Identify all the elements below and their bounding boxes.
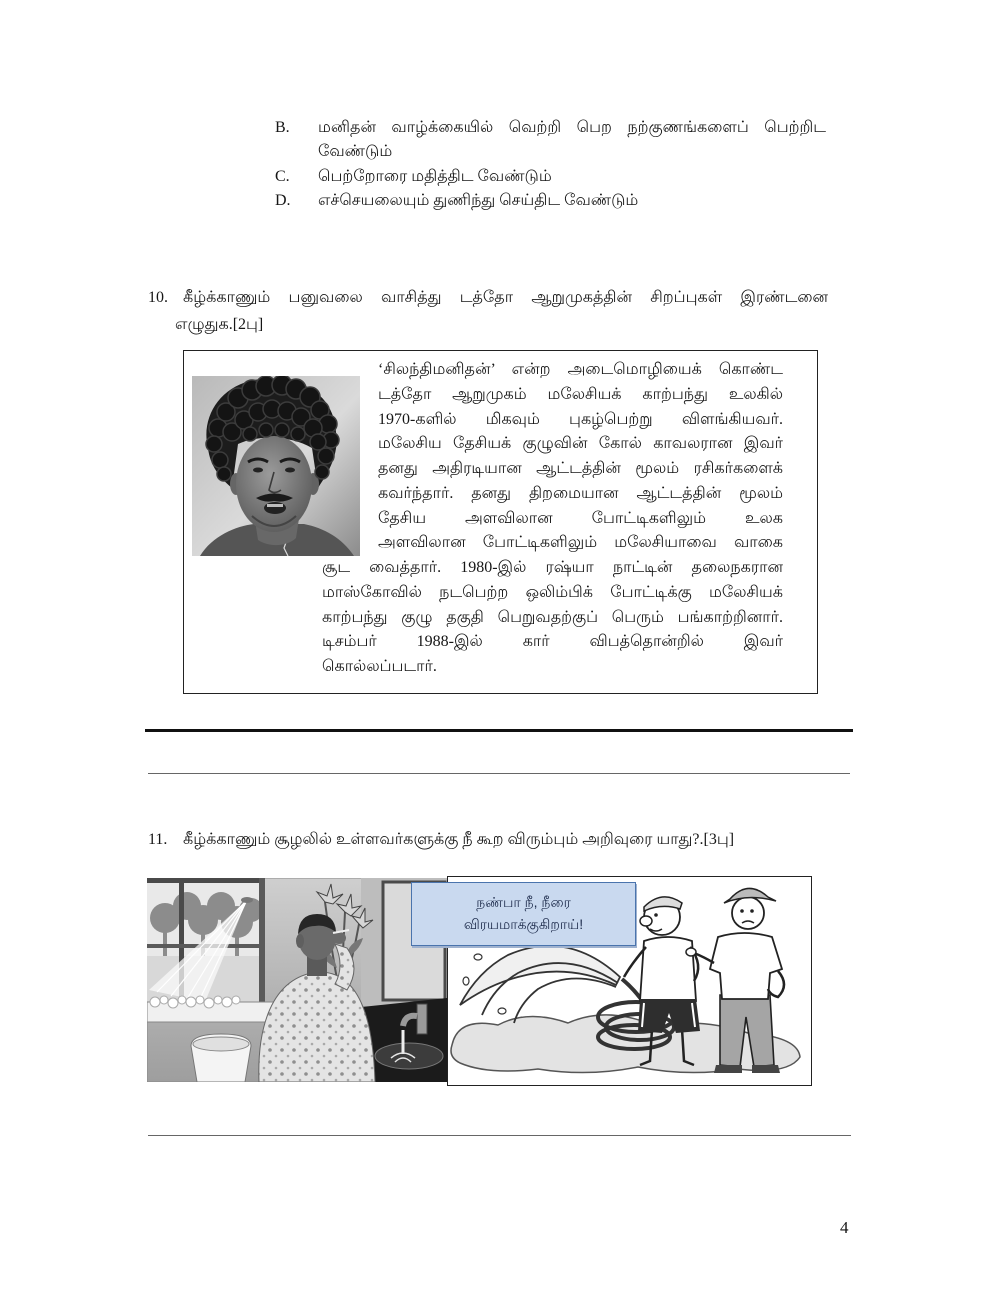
answer-line	[148, 1135, 851, 1136]
question-11-prompt: கீழ்க்காணும் சூழலில் உள்ளவர்களுக்கு நீ கூற விரும்பும் அறிவுரை யாது?.[3பு]	[183, 831, 735, 848]
portrait-photo	[192, 376, 360, 556]
option-d-text: எச்செயலையும் துணிந்து செய்திட வேண்டும்	[318, 192, 639, 209]
pointing-hand	[686, 948, 696, 956]
speech-box	[411, 882, 636, 946]
option-b-text-line1: மனிதன் வாழ்க்கையில் வெற்றி பெற நற்குணங்களைப் பெற்றிட	[318, 119, 826, 136]
passage-line: ‘சிலந்திமனிதன்’ என்ற அடைமொழியைக் கொண்ட	[378, 361, 783, 378]
right-eye	[285, 468, 295, 473]
face	[236, 436, 312, 532]
question-11-number: 11.	[148, 831, 168, 848]
head	[732, 897, 764, 929]
open-mouth	[264, 502, 286, 514]
bare-torso	[640, 937, 696, 1001]
teeth	[267, 504, 283, 507]
speech-line: விரயமாக்குகிறாய்!	[463, 916, 584, 932]
passage-line: டிசம்பர் 1988-இல் கார் விபத்தொன்றில் இவர்	[322, 633, 783, 651]
boy-brushing-teeth-illustration	[147, 878, 447, 1082]
toilet	[191, 1034, 251, 1082]
answer-line-thick	[145, 729, 853, 732]
option-d-letter: D.	[275, 192, 291, 209]
option-c-letter: C.	[275, 168, 290, 185]
question-10-prompt-line2: எழுதுக.[2பு]	[175, 316, 264, 333]
question-10-number: 10.	[148, 289, 168, 306]
question-10-prompt-line1: கீழ்க்காணும் பனுவலை வாசித்து டத்தோ ஆறுமுகத்தின் சிறப்புகள் இரண்டனை	[183, 289, 828, 306]
left-eye	[253, 468, 263, 473]
nose	[640, 916, 652, 926]
option-b-letter: B.	[275, 119, 290, 136]
speech-line: நண்பா நீ, நீரை	[476, 894, 571, 910]
eye	[740, 909, 744, 913]
passage-column-beside-photo	[378, 358, 783, 556]
passage-line: அளவிலான போட்டிகளிலும் மலேசியாவை வாகை	[378, 534, 783, 552]
passage-line: டத்தோ ஆறுமுகம் மலேசியக் காற்பந்து உலகில்	[378, 385, 783, 403]
option-b-text-line2: வேண்டும்	[318, 143, 393, 160]
eye	[750, 909, 754, 913]
passage-line: 1970-களில் மிகவும் புகழ்பெற்று விளங்கியவர்.	[378, 410, 783, 428]
passage-line: மலேசிய தேசியக் குழுவின் கோல் காவலரான இவர்	[378, 435, 783, 453]
passage-line: காற்பந்து குழு தகுதி பெறுவதற்குப் பெரும் பங்காற்றினார்.	[322, 608, 783, 626]
passage-line: சூட வைத்தார். 1980-இல் ரஷ்யா நாட்டின் தலைநகரான	[322, 559, 783, 576]
passage-column-below-photo	[322, 556, 783, 680]
passage-line: கொல்லப்படார்.	[322, 658, 437, 675]
answer-line	[148, 773, 850, 774]
eye	[654, 913, 658, 917]
passage-line: மாஸ்கோவில் நடபெற்ற ஒலிம்பிக் போட்டிக்கு மலேசியக்	[322, 583, 783, 601]
page-number: 4	[840, 1218, 849, 1237]
option-c-text: பெற்றோரை மதித்திட வேண்டும்	[318, 168, 552, 185]
passage-line: தனது அதிரடியான ஆட்டத்தின் மூலம் ரசிகர்களைக்	[378, 460, 783, 477]
passage-line: கவர்ந்தார். தனது திறமையான ஆட்டத்தின் மூலம்	[378, 484, 783, 502]
ear	[296, 934, 304, 948]
passage-line: தேசிய அளவிலான போட்டிகளிலும் உலக	[378, 509, 783, 527]
